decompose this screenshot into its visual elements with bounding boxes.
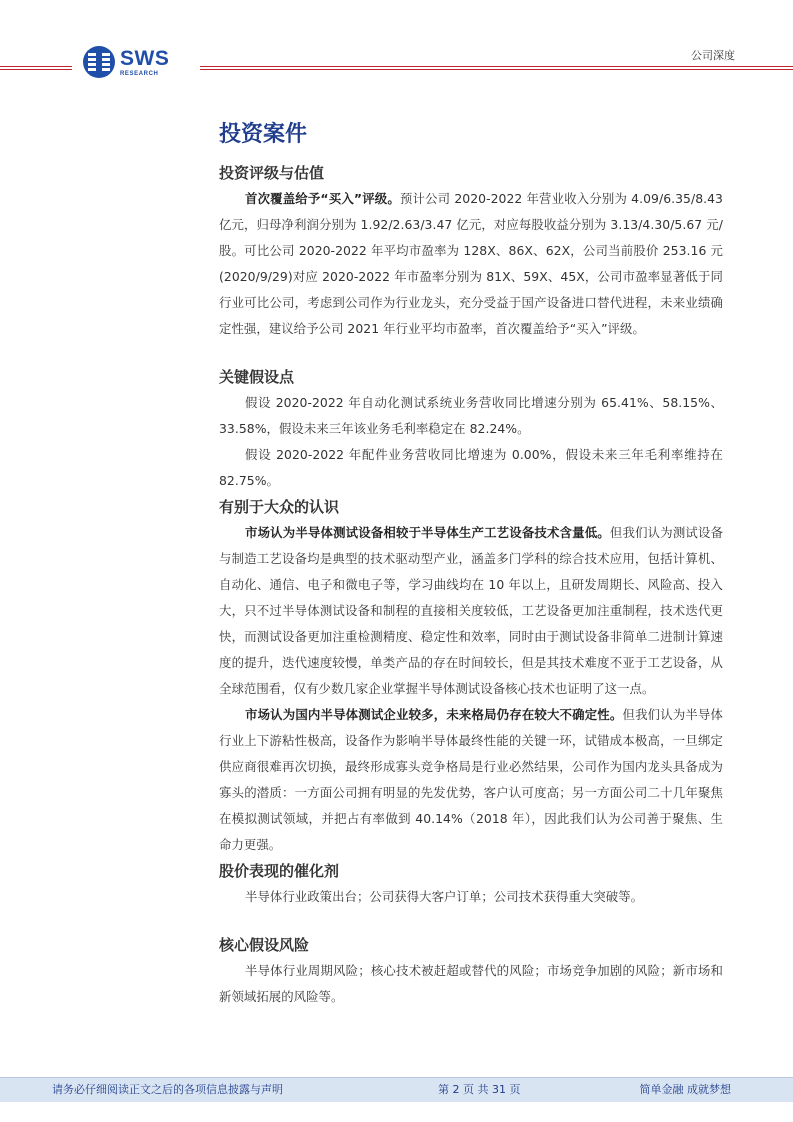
report-type-tag: 公司深度 bbox=[691, 49, 735, 62]
section-heading-risks: 核心假设风险 bbox=[219, 936, 310, 954]
sws-logo-icon bbox=[82, 45, 116, 79]
paragraph-view-2-lead: 市场认为国内半导体测试企业较多，未来格局仍存在较大不确定性。 bbox=[245, 707, 623, 722]
paragraph-view-2 bbox=[219, 702, 723, 858]
paragraph-assumption-1: 假设 2020-2022 年自动化测试系统业务营收同比增速分别为 65.41%、58.15%、33.58%，假设未来三年该业务毛利率稳定在 82.24%。 bbox=[219, 395, 723, 436]
footer-page-number: 第 2 页 共 31 页 bbox=[438, 1083, 521, 1096]
logo-wordmark: SWS bbox=[120, 46, 170, 70]
section-heading-assumptions: 关键假设点 bbox=[219, 368, 295, 386]
section-heading-rating: 投资评级与估值 bbox=[219, 164, 325, 182]
paragraph-rating bbox=[219, 186, 723, 342]
paragraph-risks: 半导体行业周期风险；核心技术被赶超或替代的风险；市场竞争加剧的风险；新市场和新领域拓展的风险等。 bbox=[219, 963, 723, 1004]
header-rule-right bbox=[200, 66, 793, 70]
section-heading-catalysts: 股价表现的催化剂 bbox=[219, 862, 340, 880]
header-rule-left bbox=[0, 66, 72, 70]
paragraph-catalysts: 半导体行业政策出台；公司获得大客户订单；公司技术获得重大突破等。 bbox=[245, 889, 644, 904]
paragraph-rating-body: 预计公司 2020-2022 年营业收入分别为 4.09/6.35/8.43 亿元，归母净利润分别为 1.92/2.63/3.47 亿元，对应每股收益分别为 3.13/4.30/5.67 元/股。可比公司 2020-2022 年平均市盈率为 128X、86X、62X，公司当前股价 253.16 元(2020/9/29)对应 2020-2022 年市盈率分别为 81X、59X、45X，公司市盈率显著低于同行业可比公司，考虑到公司作为行业龙头，充分受益于国产设备进口替代进程，未来业绩确定性强，建议给予公司 2021 年行业平均市盈率，首次覆盖给予“买入”评级。 bbox=[219, 191, 723, 336]
section-heading-views: 有别于大众的认识 bbox=[219, 498, 340, 516]
sws-logo bbox=[82, 44, 192, 80]
paragraph-view-2-body: 但我们认为半导体行业上下游粘性极高，设备作为影响半导体最终性能的关键一环，试错成本极高，一旦绑定供应商很难再次切换，最终形成寡头竞争格局是行业必然结果，公司作为国内龙头具备成为寡头的潜质：一方面公司拥有明显的先发优势，客户认可度高；另一方面公司二十几年聚焦在模拟测试领域，并把占有率做到 40.14%（2018 年），因此我们认为公司善于聚焦、生命力更强。 bbox=[219, 707, 724, 852]
paragraph-view-1-body: 但我们认为测试设备与制造工艺设备均是典型的技术驱动型产业，涵盖多门学科的综合技术应用，包括计算机、自动化、通信、电子和微电子等，学习曲线均在 10 年以上，且研发周期长、风险高、投入大，只不过半导体测试设备和制程的直接相关度较低，工艺设备更加注重制程，技术迭代更快，而测试设备更加注重检测精度、稳定性和效率，同时由于测试设备非简单二进制计算速度的提升，迭代速度较慢，单类产品的存在时间较长，但是其技术难度不亚于工艺设备，从全球范围看，仅有少数几家企业掌握半导体测试设备核心技术也证明了这一点。 bbox=[219, 525, 724, 696]
paragraph-rating-lead: 首次覆盖给予“买入”评级。 bbox=[245, 191, 400, 206]
paragraph-view-1-lead: 市场认为半导体测试设备相较于半导体生产工艺设备技术含量低。 bbox=[245, 525, 610, 540]
footer-slogan: 简单金融 成就梦想 bbox=[639, 1083, 731, 1096]
logo-subtitle: RESEARCH bbox=[120, 70, 159, 77]
footer-disclaimer: 请务必仔细阅读正文之后的各项信息披露与声明 bbox=[52, 1083, 283, 1096]
page-title: 投资案件 bbox=[219, 122, 308, 147]
main-content bbox=[219, 120, 723, 1010]
paragraph-view-1 bbox=[219, 520, 723, 702]
paragraph-assumption-2: 假设 2020-2022 年配件业务营收同比增速为 0.00%，假设未来三年毛利率维持在 82.75%。 bbox=[219, 447, 723, 488]
